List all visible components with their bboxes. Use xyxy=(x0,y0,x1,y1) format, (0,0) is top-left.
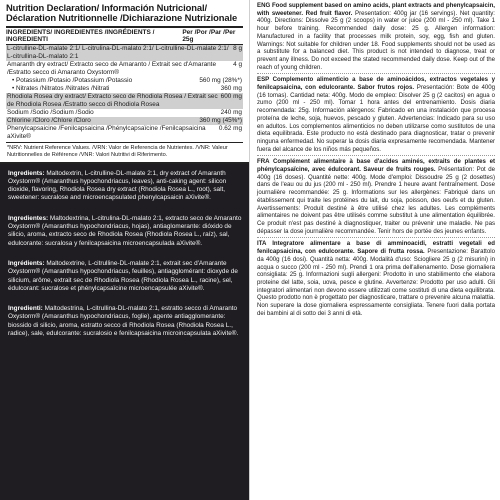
language-text: Presentación: Bote de 400g (16 tomas). Cantidad neta: 400g. Modo de empleo: Disolver 25 g (2 cacitos) en agua o zumo (200 ml - 250 ml). Tomar 1 hora antes del entrenamiento. Dosis diaria recomendada: 25g. Información alérgenos: Fabricado en una instalación que procesa proteína de leche, soja, huevos, pescado y gluten. Advertencias: Indicado para su uso en adultos. Los complementos alimenticios no deben utilizarse como sustitutos de una dieta equilibrada. Este producto no está destinado para diagnosticar, tratar o prevenir ninguna enfermedad. No superar la dosis diaria expresamente recomendada. Mantener fuera del alcance de los niños más pequeños. xyxy=(257,84,496,153)
nutrition-row xyxy=(6,85,243,93)
nutrient-name: Chlorine /Cloro /Chlore /Cloro xyxy=(7,117,91,124)
header-per-serving: Per /Por /Par /Per 25g xyxy=(182,29,236,43)
nutrient-name: • Nitrates /Nitratos /Nitrates /Nitrati xyxy=(12,85,110,92)
ingredients-label: Ingredients: xyxy=(8,169,45,177)
nutrient-name: • Potassium /Potasio /Potassium /Potassio xyxy=(12,77,133,84)
nutrition-row xyxy=(6,117,243,125)
language-texts xyxy=(250,0,500,500)
nutrition-title: Nutrition Declaration/ Información Nutricional/ Déclaration Nutritionnelle /Dichiarazione Nutrizionale xyxy=(6,2,238,23)
section-divider xyxy=(257,155,495,156)
language-lead: ITA Integratore alimentare a base di amminoacidi, estratti vegetali ed fenilcapsaicina, con edulcorante. Sapore di frutta rossa. xyxy=(257,240,495,256)
nutrition-rows xyxy=(6,45,243,141)
language-lead: ENG Food supplement based on amino acids, plant extracts and phenylcapsaicin, with sweetener. Red fruit flavor. xyxy=(257,2,495,17)
ingredients-paragraph xyxy=(8,260,243,293)
language-block xyxy=(257,76,495,153)
language-text: Presentazione: Barattolo da 400g (16 dosi). Quantità netta: 400g. Modalità d'uso: Sciogliere 25 g (2 misurini) in acqua o succo (200 ml - 250 ml). Prendi 1 ora prima dell'allenamento. Dose giornaliera consigliata: 25 g. Informazioni sugli allergeni: Prodotto in uno stabilimento che elabora proteine del latte, soia, uova, pesce e glutine. Avvertenze: Prodotto per uso adulti. Gli integratori alimentari non devono essere utilizzati come sostituti di una dieta equilibrata. Questo prodotto non è progettato per diagnosticare, trattare o prevenire alcuna malattia. Non superare la dose giornaliera espressamente consigliata. Tenere fuori dalla portata dei bambini al di sotto dei 3 anni di età. xyxy=(257,248,495,317)
nutrient-name: Rhodiola Rosea dry extract/ Extracto seco de Rhodiola Rosea / Extrait sec de Rhodiola Rosea /Estratto secco di Rhodiola Rosea xyxy=(7,93,218,108)
section-divider xyxy=(257,237,495,238)
nutrient-value: 600 mg xyxy=(220,93,242,100)
nutrient-value: 4 g xyxy=(233,61,242,68)
nutrition-row xyxy=(6,109,243,117)
language-block xyxy=(257,158,495,235)
nutrient-name: Amaranth dry extract/ Extracto seco de Amaranto / Extrait sec d'Amarante /Estratto secco di Amaranto Oxystorm® xyxy=(7,61,217,76)
nutrient-value: 8 g xyxy=(233,45,242,52)
nutrition-row xyxy=(6,61,243,77)
nutrient-value: 560 mg (28%*) xyxy=(199,77,242,84)
nutrition-table xyxy=(0,0,249,164)
nutrient-name: L-citrulline-DL-malate 2:1/ L-citrulina-DL-malato 2:1/ L-citrulline-DL-malate 2:1/ L-citrullina-DL-malato 2:1 xyxy=(7,45,229,60)
nutrition-row xyxy=(6,125,243,141)
ingredients-paragraph xyxy=(8,170,243,203)
section-divider xyxy=(257,73,495,74)
nutrition-row xyxy=(6,45,243,61)
ingredients-label: Ingredienti: xyxy=(8,305,43,313)
nutrient-value: 360 mg (45%*) xyxy=(199,117,242,124)
ingredients-label: Ingredientes: xyxy=(8,214,49,222)
ingredients-label: Ingrédients: xyxy=(8,259,45,267)
language-text: Présentation: Pot de 400g (16 doses). Quantité nette: 400g. Mode d'emploi: Dissoudre 25 g (2 dosettes) dans de l'eau ou du jus (200 ml - 250 ml). Prendre 1 heure avant l'entraînement. Dose journalière recommandée: 25 g. Informations sur les allergènes: Fabriqué dans un établissement qui traite les protéines du lait, du soja, poisson, des oeufs et du gluten. Avertissements: Produit destiné à être utilisé chez les adultes. Les compléments alimentaires ne doivent pas être utilisés comme substitut à une alimentation équilibrée. Ce produit n'est pas destiné à diagnostiquer, traiter ou prévenir une maladie. Ne pas dépasser la dose journalière recommandée. Tenir hors de portée des jeunes enfants. xyxy=(257,166,496,235)
language-lead: ESP Complemento alimenticio a base de aminoácidos, extractos vegetales y fenilcapsaicina, con edulcorante. Sabor frutos rojos. xyxy=(257,76,495,92)
ingredients-paragraph xyxy=(8,305,243,338)
language-lead: FRA Complément alimentaire à base d'acides aminés, extraits de plantes et phénylcapsaïcine, avec édulcorant. Saveur de fruits rouges. xyxy=(257,158,495,174)
language-block xyxy=(257,2,495,71)
ingredients-paragraph xyxy=(8,215,243,248)
ingredients-text: Maltodextrine, L-citrulline-DL-malate 2:1, extrait sec d'Amarante Oxystorm® (Amaranthus hypochondriacus, feuilles), antiagglomérant: dioxyde de silicium, arôme, extrait sec de Rhodiola Rosea (Rhodiola Rosea L., racine), sel, édulcorant: sucralose et phénylcapsaïcine microencapsulée aXivite®. xyxy=(8,259,238,292)
nutrient-value: 0.62 mg xyxy=(218,125,242,132)
language-block xyxy=(257,240,495,317)
nutrition-row xyxy=(6,77,243,85)
ingredients-panel xyxy=(0,164,249,500)
header-ingredients: INGREDIENTS/ INGREDIENTES /INGRÉDIENTS / INGREDIENTI xyxy=(6,29,155,43)
nutrition-row xyxy=(6,93,243,109)
language-text: Presentation: 400g jar (16 servings). Net quantity: 400g. Directions: Dissolve 25 g (2 scoops) in water or juice (200 ml - 250 ml). Take 1 hour before training. Recommended daily dose: 25 g. Allergen information: Manufactured in a facility that processes milk protein, soy, egg, fish and gluten. Warnings: Not suitable for children under 18. Food supplements should not be used as a substitute for a balanced diet. This product is not intended to diagnose, treat or prevent any illness. Do not exceed the stated recommended daily dose. Keep out of the reach of young children. xyxy=(257,9,496,71)
nutrient-value: 240 mg xyxy=(220,109,242,116)
ingredients-text: Maltodextrina, L-citrulina-DL-malato 2:1, extracto seco de Amaranto Oxystorm® (Amaranthus hypochondriacus, hojas), antiaglomerante: dióxido de silicio, aroma, extracto seco de Rhodiola Rosea (Rhodiola Rosea L., raíz), sal, edulcorante: sucralosa y fenilcapsaicina microencapsulada aXivite®. xyxy=(8,214,242,247)
nutrient-name: Sodium /Sodio /Sodium /Sodio xyxy=(7,109,94,116)
nrv-footnote: *NRV: Nutrient Reference Values. /VRN: Valor de Referencia de Nutrientes. /VNR: Valeur Nutritionnelles de Référence /VNR: Valori Nutritivi di Riferimento. xyxy=(6,142,243,162)
nutrient-value: 360 mg xyxy=(220,85,242,92)
ingredients-text: Maltodextrin, L-citrulline-DL-malate 2:1, dry extract of Amaranth Oxystorm® (Amaranthus hypochondriacus, leaves), anti-caking agent: silicon dioxide, flavoring, Rhodiola Rosea dry extract (Rhodiola Rosea L., root), salt, sweetener: sucralose and microencapsulated phenylcapsaicin aXivite®. xyxy=(8,169,227,202)
nutrition-header xyxy=(6,26,243,45)
ingredients-text: Maltodestrina, L-citrullina-DL-malato 2:1, estratto secco di Amaranto Oxystorm® (Amaranthus hypochondriacus, foglie), agente antiagglomerante: biossido di silicio, aroma, estratto secco di Rhodiola Rosea (Rhodiola Rosea L., radice), sale, edulcorante: sucralosio e fenilcapsaicina microincapsulata aXivite®. xyxy=(8,305,239,338)
nutrient-name: Phenylcapsaicine /Fenilcapsaicina /Phénylcapsaïcine /Fenilcapsaicina aXivite® xyxy=(7,125,206,140)
